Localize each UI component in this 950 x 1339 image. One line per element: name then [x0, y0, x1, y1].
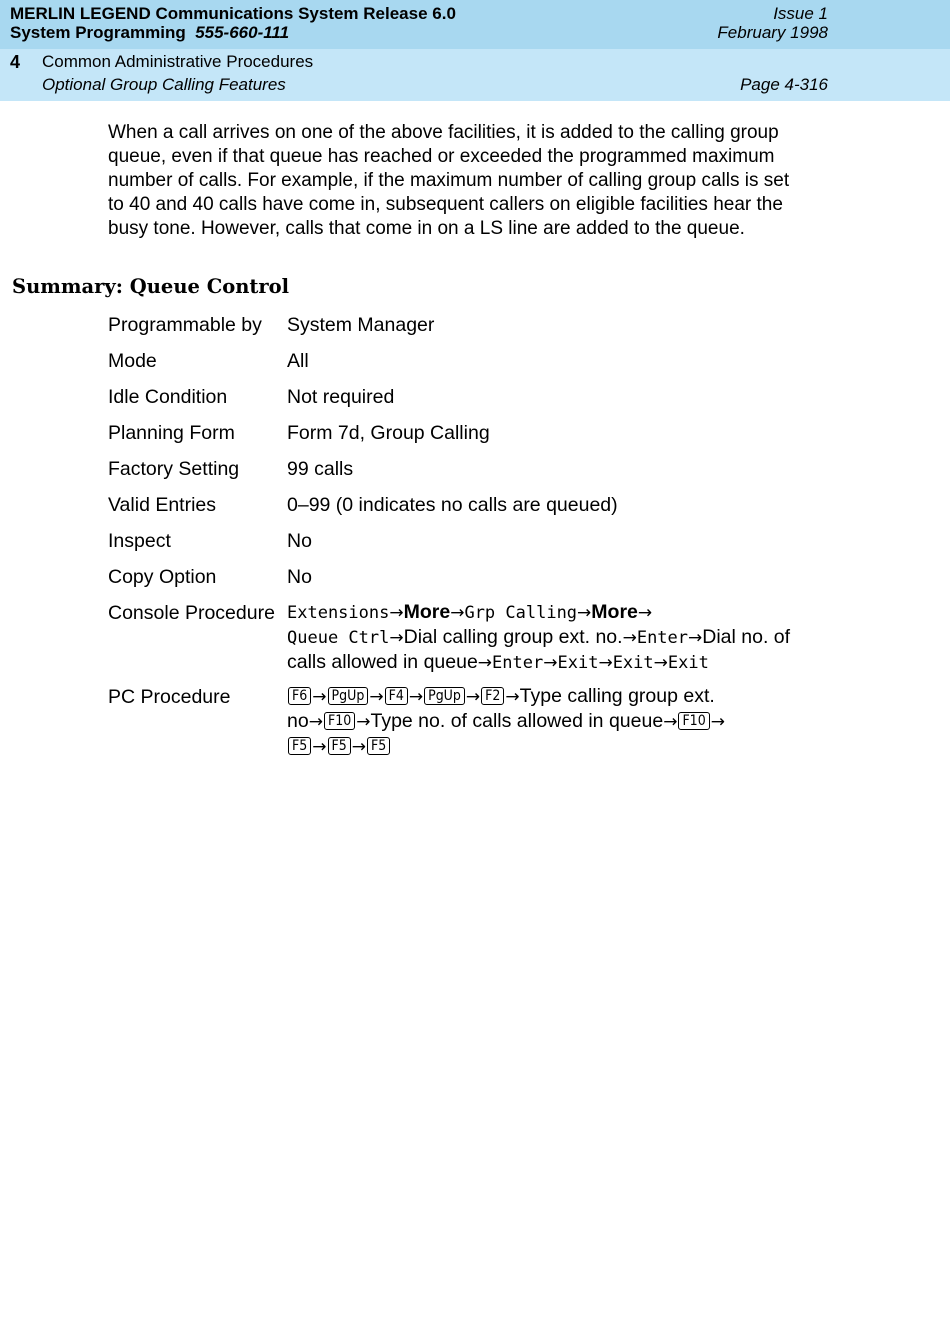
row-value: Not required [287, 386, 395, 408]
chapter-number: 4 [10, 52, 21, 72]
exit-softkey: Exit [667, 653, 709, 673]
console-line-1 [287, 600, 790, 625]
more-button-label: More [403, 601, 451, 623]
paragraph-line: When a call arrives on one of the above facilities, it is added to the calling group [108, 122, 779, 143]
paragraph-line: number of calls. For example, if the maximum number of calling group calls is set [108, 170, 790, 191]
console-procedure [287, 600, 790, 675]
pc-line-3 [287, 734, 725, 759]
queue-ctrl-softkey: Queue Ctrl [287, 628, 390, 648]
arrow: → [622, 628, 637, 648]
page-number: Page 4-316 [740, 75, 828, 94]
row-value: All [287, 350, 309, 372]
calls-allowed-step: calls allowed in queue [287, 651, 478, 673]
row-label: Copy Option [108, 566, 217, 588]
pc-procedure [287, 684, 725, 759]
arrow: → [351, 737, 367, 757]
issue: Issue 1 [773, 4, 828, 23]
row-label: Idle Condition [108, 386, 228, 408]
more-button-label: More [591, 601, 638, 623]
pc-line-1 [287, 684, 725, 709]
dial-no-step: Dial no. of [702, 626, 791, 648]
row-value: System Manager [287, 314, 435, 336]
row-value: No [287, 530, 312, 552]
exit-softkey: Exit [612, 653, 654, 673]
row-label: Programmable by [108, 314, 262, 336]
doc-number: 555-660-111 [195, 23, 290, 42]
arrow: → [389, 603, 404, 623]
console-procedure-label: Console Procedure [108, 602, 275, 624]
row-label: Inspect [108, 530, 171, 552]
enter-softkey: Enter [492, 653, 544, 673]
f5-key: F5 [367, 737, 390, 755]
issue-date: February 1998 [717, 23, 828, 42]
arrow: → [312, 687, 327, 707]
arrow: → [477, 653, 493, 673]
arrow: → [408, 687, 424, 707]
arrow: → [308, 712, 323, 732]
arrow: → [450, 603, 465, 623]
book-title: System Programming [10, 23, 186, 42]
f10-key: F10 [678, 712, 709, 730]
arrow: → [710, 712, 725, 732]
pgup-key: PgUp [424, 687, 465, 705]
f5-key: F5 [328, 737, 351, 755]
row-label: Factory Setting [108, 458, 240, 480]
paragraph-line: to 40 and 40 calls have come in, subsequent callers on eligible facilities hear the [108, 194, 783, 215]
row-value: 99 calls [287, 458, 354, 480]
extensions-softkey: Extensions [287, 603, 390, 623]
pc-line-2 [287, 709, 725, 734]
arrow: → [653, 653, 668, 673]
arrow: → [637, 603, 653, 623]
type-ext-step: Type calling group ext. [519, 685, 715, 707]
arrow: → [369, 687, 384, 707]
arrow: → [465, 687, 481, 707]
enter-softkey: Enter [636, 628, 689, 648]
row-value: Form 7d, Group Calling [287, 422, 490, 444]
paragraph-line: busy tone. However, calls that come in on a LS line are added to the queue. [108, 218, 745, 239]
dial-ext-step: Dial calling group ext. no. [403, 626, 623, 648]
arrow: → [505, 687, 520, 707]
arrow: → [598, 653, 613, 673]
body-paragraph [108, 121, 789, 241]
grp-calling-softkey: Grp Calling [464, 603, 578, 623]
arrow: → [356, 712, 371, 732]
exit-softkey: Exit [557, 653, 599, 673]
row-value: 0–99 (0 indicates no calls are queued) [287, 494, 618, 516]
paragraph-line: queue, even if that queue has reached or exceeded the programmed maximum [108, 146, 775, 167]
row-label: Valid Entries [108, 494, 217, 516]
arrow: → [688, 628, 703, 648]
row-value: No [287, 566, 312, 588]
product-title: MERLIN LEGEND Communications System Release 6.0 [10, 4, 456, 23]
pc-procedure-label: PC Procedure [108, 686, 231, 708]
f10-key: F10 [324, 712, 355, 730]
f6-key: F6 [288, 687, 311, 705]
f2-key: F2 [481, 687, 504, 705]
console-line-2 [287, 625, 790, 650]
summary-heading: Summary: Queue Control [12, 275, 290, 298]
type-calls-step: Type no. of calls allowed in queue [370, 710, 664, 732]
arrow: → [312, 737, 327, 757]
row-label: Mode [108, 350, 157, 372]
f4-key: F4 [385, 687, 408, 705]
type-ext-step-cont: no [287, 710, 309, 732]
console-line-3 [287, 650, 790, 675]
row-label: Planning Form [108, 422, 235, 444]
arrow: → [389, 628, 404, 648]
chapter-title: Common Administrative Procedures [42, 52, 314, 71]
arrow: → [543, 653, 558, 673]
arrow: → [577, 603, 592, 623]
book-title-line [10, 23, 289, 43]
arrow: → [663, 712, 678, 732]
section-title: Optional Group Calling Features [42, 75, 286, 94]
pgup-key: PgUp [328, 687, 369, 705]
f5-key: F5 [288, 737, 311, 755]
